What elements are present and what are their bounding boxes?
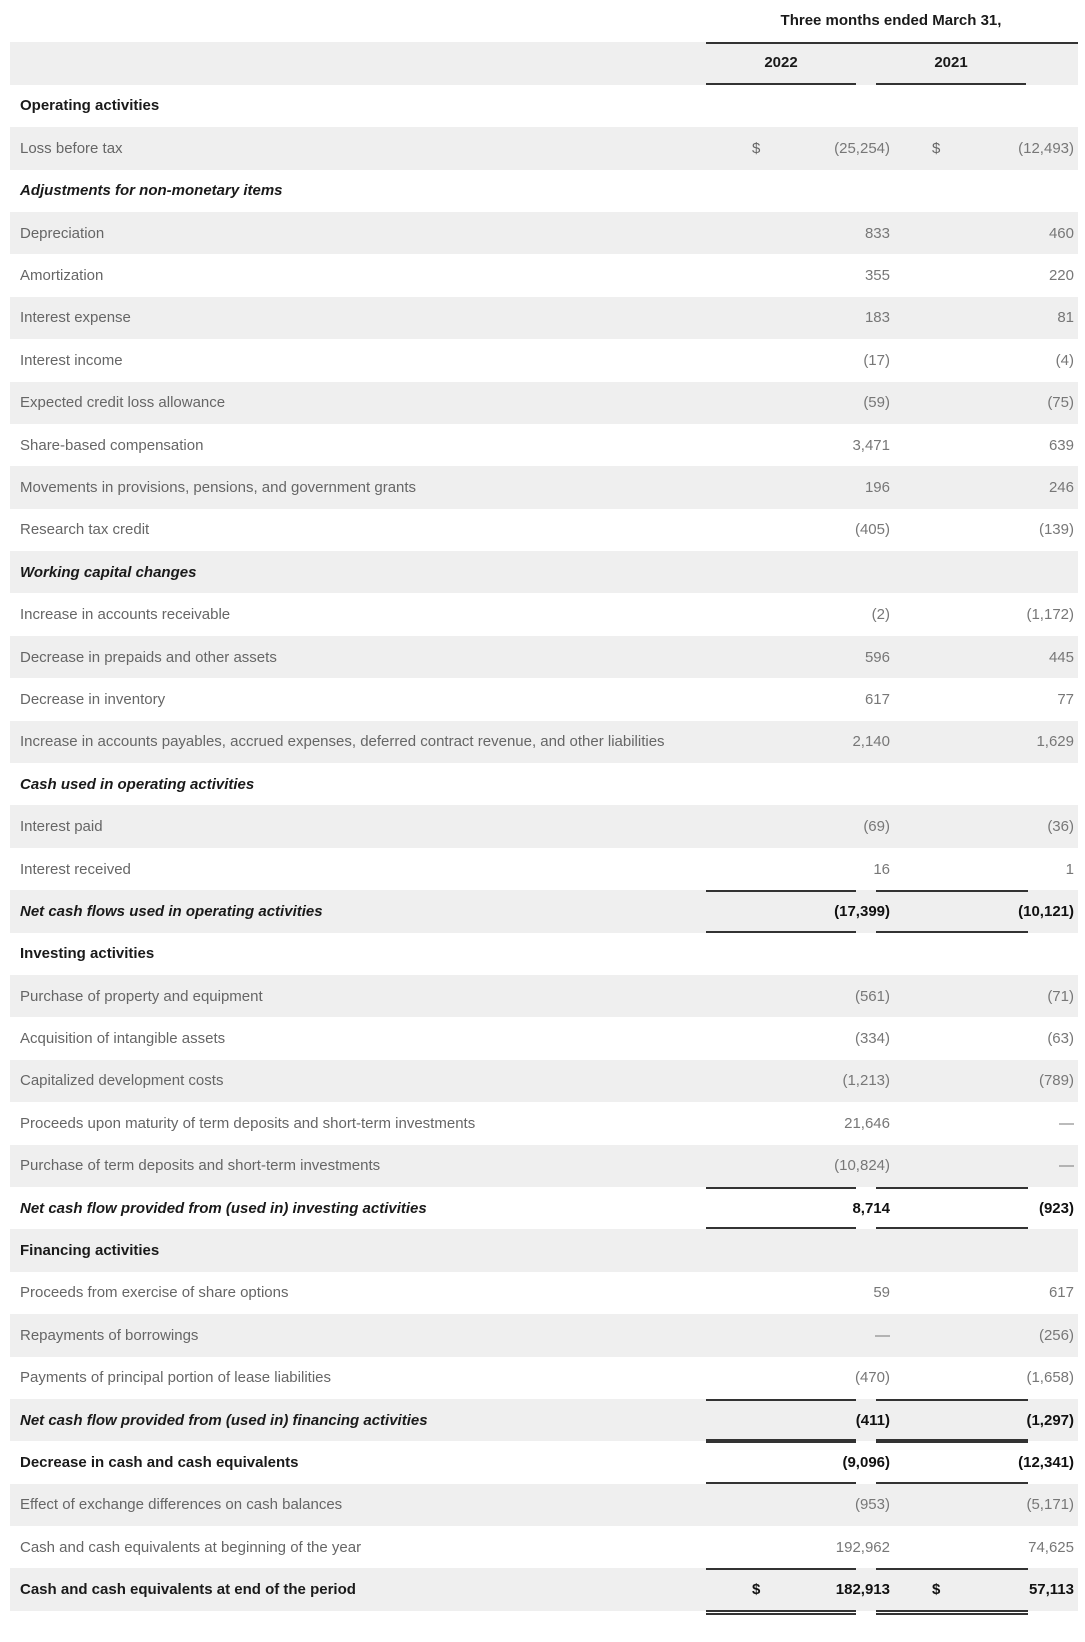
value-2022: (25,254) — [834, 139, 890, 157]
value-2021: (923) — [1038, 1199, 1074, 1217]
table-row — [10, 1187, 1078, 1229]
table-row — [10, 678, 1078, 720]
row-label: Proceeds upon maturity of term deposits and short-term investments — [20, 1114, 476, 1132]
row-label: Increase in accounts payables, accrued expenses, deferred contract revenue, and other liabilities — [20, 733, 665, 751]
value-2022: (405) — [854, 521, 890, 539]
row-label: Expected credit loss allowance — [20, 394, 226, 412]
value-2021: (12,341) — [1018, 1453, 1074, 1471]
value-2021: 220 — [1048, 267, 1074, 285]
currency-symbol-2021: $ — [932, 139, 941, 157]
currency-symbol-2022: $ — [752, 139, 761, 157]
row-label: Net cash flow provided from (used in) financing activities — [20, 1411, 428, 1429]
value-2021: (10,121) — [1018, 902, 1074, 920]
table-row — [10, 1441, 1078, 1483]
table-row — [10, 1399, 1078, 1441]
value-2021: (789) — [1038, 1072, 1074, 1090]
row-label: Interest received — [20, 860, 131, 878]
value-2022: 596 — [864, 648, 890, 666]
table-row — [10, 254, 1078, 296]
value-2022: (10,824) — [834, 1157, 890, 1175]
total-top-rule — [706, 1187, 856, 1189]
table-row — [10, 1484, 1078, 1526]
value-2021: (5,171) — [1026, 1496, 1074, 1514]
value-2022: 59 — [873, 1284, 890, 1302]
double-underline — [876, 1610, 1028, 1615]
value-2022: (17,399) — [834, 902, 890, 920]
value-2022: 192,962 — [835, 1538, 890, 1556]
table-row — [10, 339, 1078, 381]
total-top-rule — [706, 1441, 856, 1443]
table-row — [10, 127, 1078, 169]
row-label: Financing activities — [20, 1242, 160, 1260]
value-2021: (1,172) — [1026, 606, 1074, 624]
total-top-rule — [876, 1568, 1028, 1570]
double-underline — [706, 1610, 856, 1615]
total-top-rule — [876, 1399, 1028, 1401]
table-row — [10, 1060, 1078, 1102]
value-2022: (411) — [855, 1411, 890, 1429]
value-2021: 1,629 — [1036, 733, 1074, 751]
table-row — [10, 593, 1078, 635]
value-2021: (75) — [1047, 394, 1074, 412]
value-2022: 617 — [864, 690, 890, 708]
value-2021: (12,493) — [1018, 139, 1074, 157]
table-row — [10, 933, 1078, 975]
value-2022: 2,140 — [852, 733, 890, 751]
row-label: Cash and cash equivalents at end of the period — [20, 1581, 356, 1599]
table-row — [10, 975, 1078, 1017]
period-title: Three months ended March 31, — [780, 12, 1002, 29]
total-top-rule — [706, 1568, 856, 1570]
row-label: Cash and cash equivalents at beginning of the year — [20, 1538, 362, 1556]
table-row — [10, 1568, 1078, 1610]
table-row — [10, 551, 1078, 593]
row-label: Decrease in inventory — [20, 690, 166, 708]
row-label: Decrease in prepaids and other assets — [20, 648, 277, 666]
value-2022: 21,646 — [844, 1114, 890, 1132]
row-label: Amortization — [20, 267, 104, 285]
row-label: Movements in provisions, pensions, and government grants — [20, 478, 417, 496]
total-top-rule — [876, 1441, 1028, 1443]
table-row — [10, 212, 1078, 254]
total-top-rule — [706, 1399, 856, 1401]
row-label: Payments of principal portion of lease liabilities — [20, 1369, 331, 1387]
table-row — [10, 297, 1078, 339]
col-header-2022: 2022 — [764, 54, 798, 72]
row-label: Interest income — [20, 351, 123, 369]
value-2021: (1,297) — [1026, 1411, 1074, 1429]
row-label: Investing activities — [20, 945, 155, 963]
value-2021: (71) — [1047, 987, 1074, 1005]
total-top-rule — [876, 890, 1028, 892]
value-2022: 3,471 — [852, 436, 890, 454]
value-2021: 81 — [1057, 309, 1074, 327]
value-2022: (59) — [863, 394, 890, 412]
value-2022: 8,714 — [852, 1199, 890, 1217]
row-label: Share-based compensation — [20, 436, 204, 454]
value-2022: (561) — [854, 987, 890, 1005]
table-row — [10, 1526, 1078, 1568]
value-2022: (17) — [863, 351, 890, 369]
row-label: Interest expense — [20, 309, 131, 327]
row-label: Increase in accounts receivable — [20, 606, 231, 624]
row-label: Decrease in cash and cash equivalents — [20, 1453, 299, 1471]
value-2021: (1,658) — [1026, 1369, 1074, 1387]
value-2021: 1 — [1065, 860, 1074, 878]
row-label: Net cash flow provided from (used in) investing activities — [20, 1199, 427, 1217]
table-row — [10, 1272, 1078, 1314]
row-label: Working capital changes — [20, 563, 197, 581]
row-label: Adjustments for non-monetary items — [20, 182, 283, 200]
total-top-rule — [876, 1187, 1028, 1189]
value-2021: (139) — [1038, 521, 1074, 539]
value-2021: 74,625 — [1028, 1538, 1074, 1556]
value-2022: (2) — [871, 606, 890, 624]
value-2022: 182,913 — [835, 1581, 890, 1599]
row-label: Research tax credit — [20, 521, 150, 539]
table-row — [10, 890, 1078, 932]
row-label: Depreciation — [20, 224, 105, 242]
row-label: Loss before tax — [20, 139, 123, 157]
value-2022: 355 — [864, 267, 890, 285]
row-label: Effect of exchange differences on cash balances — [20, 1496, 343, 1514]
table-row — [10, 805, 1078, 847]
row-label: Purchase of term deposits and short-term investments — [20, 1157, 381, 1175]
value-2022: 183 — [864, 309, 890, 327]
table-row — [10, 509, 1078, 551]
value-2022: 833 — [864, 224, 890, 242]
value-2022: (1,213) — [842, 1072, 890, 1090]
header-row-period — [10, 0, 1078, 42]
value-2022: 16 — [873, 860, 890, 878]
table-row — [10, 1229, 1078, 1271]
value-2021: 617 — [1048, 1284, 1074, 1302]
row-label: Capitalized development costs — [20, 1072, 224, 1090]
total-top-rule — [706, 890, 856, 892]
table-row — [10, 466, 1078, 508]
table-row — [10, 1017, 1078, 1059]
row-label: Proceeds from exercise of share options — [20, 1284, 289, 1302]
row-label: Operating activities — [20, 97, 160, 115]
value-2021: 460 — [1048, 224, 1074, 242]
value-2021: — — [1059, 1157, 1074, 1175]
table-row — [10, 170, 1078, 212]
value-2022: — — [875, 1326, 890, 1344]
row-label: Interest paid — [20, 818, 103, 836]
value-2022: (69) — [863, 818, 890, 836]
value-2022: (470) — [854, 1369, 890, 1387]
table-row — [10, 1145, 1078, 1187]
row-label: Purchase of property and equipment — [20, 987, 263, 1005]
value-2021: 639 — [1048, 436, 1074, 454]
value-2021: 246 — [1048, 478, 1074, 496]
currency-symbol-2021: $ — [932, 1581, 941, 1599]
table-row — [10, 848, 1078, 890]
value-2021: (256) — [1038, 1326, 1074, 1344]
row-label: Repayments of borrowings — [20, 1326, 199, 1344]
row-label: Acquisition of intangible assets — [20, 1030, 226, 1048]
table-row — [10, 721, 1078, 763]
table-row — [10, 424, 1078, 466]
value-2021: 445 — [1048, 648, 1074, 666]
row-label: Cash used in operating activities — [20, 775, 255, 793]
table-row — [10, 1314, 1078, 1356]
header-row-years — [10, 42, 1078, 84]
value-2021: (63) — [1047, 1030, 1074, 1048]
cash-flow-table — [10, 0, 1078, 1611]
currency-symbol-2022: $ — [752, 1581, 761, 1599]
table-body — [10, 85, 1078, 1611]
value-2021: (36) — [1047, 818, 1074, 836]
value-2021: 57,113 — [1028, 1581, 1074, 1599]
value-2022: (9,096) — [842, 1453, 890, 1471]
table-row — [10, 1102, 1078, 1144]
value-2021: 77 — [1057, 690, 1074, 708]
value-2022: (334) — [854, 1030, 890, 1048]
value-2022: (953) — [854, 1496, 890, 1514]
col-header-2021: 2021 — [934, 54, 968, 72]
row-label: Net cash flows used in operating activities — [20, 902, 323, 920]
table-row — [10, 636, 1078, 678]
header-rule — [706, 42, 1078, 44]
value-2021: — — [1059, 1114, 1074, 1132]
table-row — [10, 1357, 1078, 1399]
table-row — [10, 763, 1078, 805]
value-2022: 196 — [864, 478, 890, 496]
table-row — [10, 382, 1078, 424]
value-2021: (4) — [1055, 351, 1074, 369]
table-row — [10, 85, 1078, 127]
